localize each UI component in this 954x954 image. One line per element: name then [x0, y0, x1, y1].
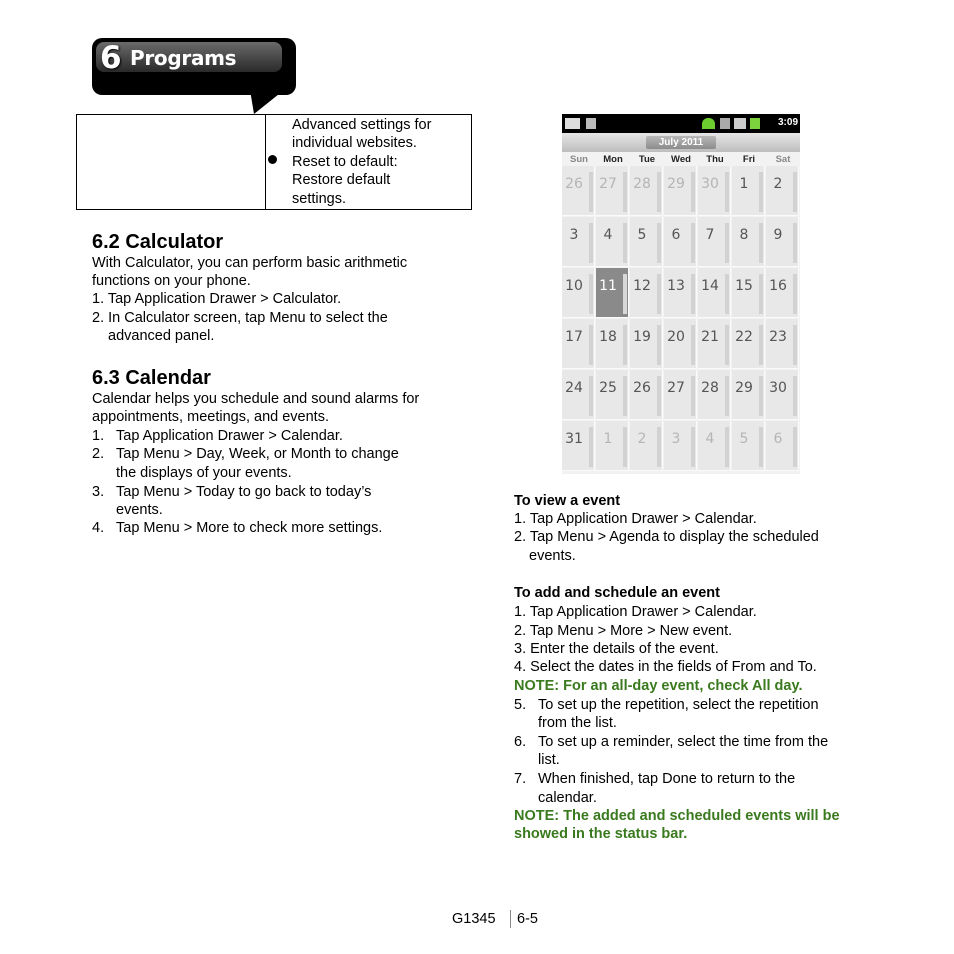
weekday-label: Fri: [742, 154, 756, 165]
calculator-heading: 6.2 Calculator: [92, 231, 224, 253]
calendar-day-event-bar: [725, 223, 729, 263]
calendar-day-number: 17: [565, 329, 583, 345]
calendar-day-number: 11: [599, 278, 617, 294]
calendar-day-event-bar: [691, 172, 695, 212]
calendar-day-number: 3: [671, 431, 681, 447]
calendar-day-event-bar: [725, 376, 729, 416]
table-column-divider: [265, 114, 266, 210]
calendar-day-number: 30: [769, 380, 787, 396]
calendar-step: Tap Application Drawer > Calendar.: [116, 428, 343, 444]
add-event-step: 2. Tap Menu > More > New event.: [514, 623, 733, 639]
calendar-day-event-bar: [793, 427, 797, 467]
table-line: Advanced settings for: [292, 117, 432, 133]
calendar-day-event-bar: [589, 223, 593, 263]
status-time: 3:09: [777, 117, 798, 128]
calendar-day-number: 15: [735, 278, 753, 294]
footer-model: G1345: [452, 911, 496, 927]
add-event-heading: To add and schedule an event: [514, 585, 720, 601]
calendar-day-event-bar: [589, 376, 593, 416]
calendar-day-number: 28: [701, 380, 719, 396]
calendar-day-number: 3: [569, 227, 579, 243]
usb-icon: [586, 118, 596, 129]
calendar-day-number: 29: [735, 380, 753, 396]
calendar-day-number: 9: [773, 227, 783, 243]
table-line: individual websites.: [292, 135, 417, 151]
view-event-step: events.: [529, 548, 576, 564]
calendar-day-event-bar: [793, 172, 797, 212]
calendar-step: Tap Menu > More to check more settings.: [116, 520, 383, 536]
battery-icon: [750, 118, 760, 129]
calendar-day-number: 2: [773, 176, 783, 192]
calendar-day-event-bar: [725, 325, 729, 365]
calendar-day-number: 19: [633, 329, 651, 345]
calendar-day-event-bar: [759, 376, 763, 416]
calendar-day-event-bar: [793, 325, 797, 365]
calendar-day-number: 22: [735, 329, 753, 345]
calendar-day-event-bar: [793, 223, 797, 263]
add-event-step: When finished, tap Done to return to the: [538, 771, 796, 787]
calendar-day-event-bar: [623, 376, 627, 416]
chapter-title: Programs: [130, 46, 237, 70]
calendar-day-event-bar: [759, 274, 763, 314]
calendar-day-number: 27: [667, 380, 685, 396]
calendar-day-number: 30: [701, 176, 719, 192]
weekday-label: Mon: [603, 154, 623, 165]
add-event-step: list.: [538, 752, 560, 768]
calendar-day-event-bar: [657, 376, 661, 416]
status-bar: [562, 114, 800, 133]
add-event-step: To set up a reminder, select the time from the: [538, 734, 829, 750]
calendar-day-number: 6: [671, 227, 681, 243]
calendar-day-number: 12: [633, 278, 651, 294]
calendar-step-number: 3.: [92, 484, 105, 500]
signal-icon: [734, 118, 746, 129]
calendar-step: events.: [116, 502, 163, 518]
calendar-day-event-bar: [691, 376, 695, 416]
calendar-day-event-bar: [691, 427, 695, 467]
all-day-note: NOTE: For an all-day event, check All day.: [514, 678, 803, 694]
calendar-day-number: 5: [739, 431, 749, 447]
calendar-step: the displays of your events.: [116, 465, 292, 481]
calendar-day-event-bar: [657, 325, 661, 365]
view-event-step: 2. Tap Menu > Agenda to display the scheduled: [514, 529, 819, 545]
footer-page-number: 6-5: [517, 911, 538, 927]
calendar-day-number: 13: [667, 278, 685, 294]
weekday-label: Sun: [570, 154, 588, 165]
calendar-day-event-bar: [589, 427, 593, 467]
calendar-day-number: 26: [633, 380, 651, 396]
add-event-step: calendar.: [538, 790, 597, 806]
add-event-step: 3. Enter the details of the event.: [514, 641, 719, 657]
calendar-day-number: 27: [599, 176, 617, 192]
calendar-day-number: 24: [565, 380, 583, 396]
calendar-day-number: 21: [701, 329, 719, 345]
calendar-day-number: 5: [637, 227, 647, 243]
calendar-day-number: 16: [769, 278, 787, 294]
calendar-screenshot: [562, 114, 800, 474]
status-bar-note: NOTE: The added and scheduled events will be: [514, 808, 840, 824]
bullet-icon: [268, 155, 277, 164]
calendar-day-number: 7: [705, 227, 715, 243]
weekday-label: Thu: [706, 154, 724, 165]
calendar-day-number: 28: [633, 176, 651, 192]
calendar-day-event-bar: [623, 172, 627, 212]
calendar-day-number: 2: [637, 431, 647, 447]
calendar-day-event-bar: [657, 427, 661, 467]
calendar-day-number: 26: [565, 176, 583, 192]
weekday-label: Tue: [638, 154, 656, 165]
calendar-heading: 6.3 Calendar: [92, 367, 211, 389]
calendar-day-event-bar: [623, 223, 627, 263]
calendar-step-number: 1.: [92, 428, 105, 444]
calculator-step: 2. In Calculator screen, tap Menu to select the: [92, 310, 388, 326]
calendar-step-number: 4.: [92, 520, 105, 536]
calendar-day-event-bar: [589, 325, 593, 365]
table-line: Restore default: [292, 172, 391, 188]
calendar-day-number: 20: [667, 329, 685, 345]
calendar-day-event-bar: [691, 274, 695, 314]
calendar-day-event-bar: [725, 274, 729, 314]
status-bar-note: showed in the status bar.: [514, 826, 688, 842]
calculator-step: advanced panel.: [108, 328, 215, 344]
weekday-label: Wed: [671, 154, 691, 165]
add-event-step-number: 7.: [514, 771, 527, 787]
add-event-step-number: 5.: [514, 697, 527, 713]
view-event-step: 1. Tap Application Drawer > Calendar.: [514, 511, 757, 527]
add-event-step: 1. Tap Application Drawer > Calendar.: [514, 604, 757, 620]
calendar-day-event-bar: [623, 325, 627, 365]
calendar-day-event-bar: [589, 274, 593, 314]
wifi-icon: [702, 118, 715, 129]
calculator-step: 1. Tap Application Drawer > Calculator.: [92, 291, 342, 307]
calendar-intro: Calendar helps you schedule and sound alarms for: [92, 391, 420, 407]
add-event-step: 4. Select the dates in the fields of From and To.: [514, 659, 817, 675]
calendar-day-event-bar: [691, 223, 695, 263]
calendar-day-number: 1: [603, 431, 613, 447]
calendar-day-event-bar: [725, 172, 729, 212]
calendar-day-event-bar: [793, 376, 797, 416]
footer-separator: [510, 910, 511, 928]
calendar-day-number: 23: [769, 329, 787, 345]
calendar-day-number: 1: [739, 176, 749, 192]
calendar-day-number: 29: [667, 176, 685, 192]
table-line: settings.: [292, 191, 346, 207]
calendar-day-event-bar: [657, 172, 661, 212]
calendar-day-event-bar: [623, 427, 627, 467]
view-event-heading: To view a event: [514, 493, 621, 509]
calendar-day-event-bar: [691, 325, 695, 365]
calculator-intro: functions on your phone.: [92, 273, 251, 289]
calendar-day-event-bar: [759, 172, 763, 212]
calendar-day-event-bar: [725, 427, 729, 467]
calendar-day-event-bar: [657, 274, 661, 314]
calendar-day-number: 18: [599, 329, 617, 345]
calendar-day-number: 4: [603, 227, 613, 243]
weekday-label: Sat: [775, 154, 791, 165]
calendar-day-number: 31: [565, 431, 583, 447]
calendar-step: Tap Menu > Day, Week, or Month to change: [116, 446, 399, 462]
chapter-number: 6: [100, 40, 122, 76]
calendar-day-event-bar: [759, 325, 763, 365]
calendar-day-number: 14: [701, 278, 719, 294]
calendar-day-event-bar: [589, 172, 593, 212]
add-event-step-number: 6.: [514, 734, 527, 750]
data-icon: [720, 118, 730, 129]
calendar-intro: appointments, meetings, and events.: [92, 409, 329, 425]
calendar-day-event-bar: [793, 274, 797, 314]
calendar-day-number: 6: [773, 431, 783, 447]
calendar-day-number: 8: [739, 227, 749, 243]
calendar-step-number: 2.: [92, 446, 105, 462]
calendar-step: Tap Menu > Today to go back to today’s: [116, 484, 372, 500]
calendar-day-event-bar: [759, 223, 763, 263]
calculator-intro: With Calculator, you can perform basic arithmetic: [92, 255, 408, 271]
add-event-step: from the list.: [538, 715, 617, 731]
calendar-day-event-bar: [657, 223, 661, 263]
add-event-step: To set up the repetition, select the repetition: [538, 697, 819, 713]
table-line: Reset to default:: [292, 154, 398, 170]
notification-icon: [565, 118, 580, 129]
calendar-day-number: 10: [565, 278, 583, 294]
calendar-day-number: 25: [599, 380, 617, 396]
calendar-day-number: 4: [705, 431, 715, 447]
calendar-day-event-bar: [759, 427, 763, 467]
calendar-day-event-bar: [623, 274, 627, 314]
month-label: July 2011: [646, 136, 716, 149]
